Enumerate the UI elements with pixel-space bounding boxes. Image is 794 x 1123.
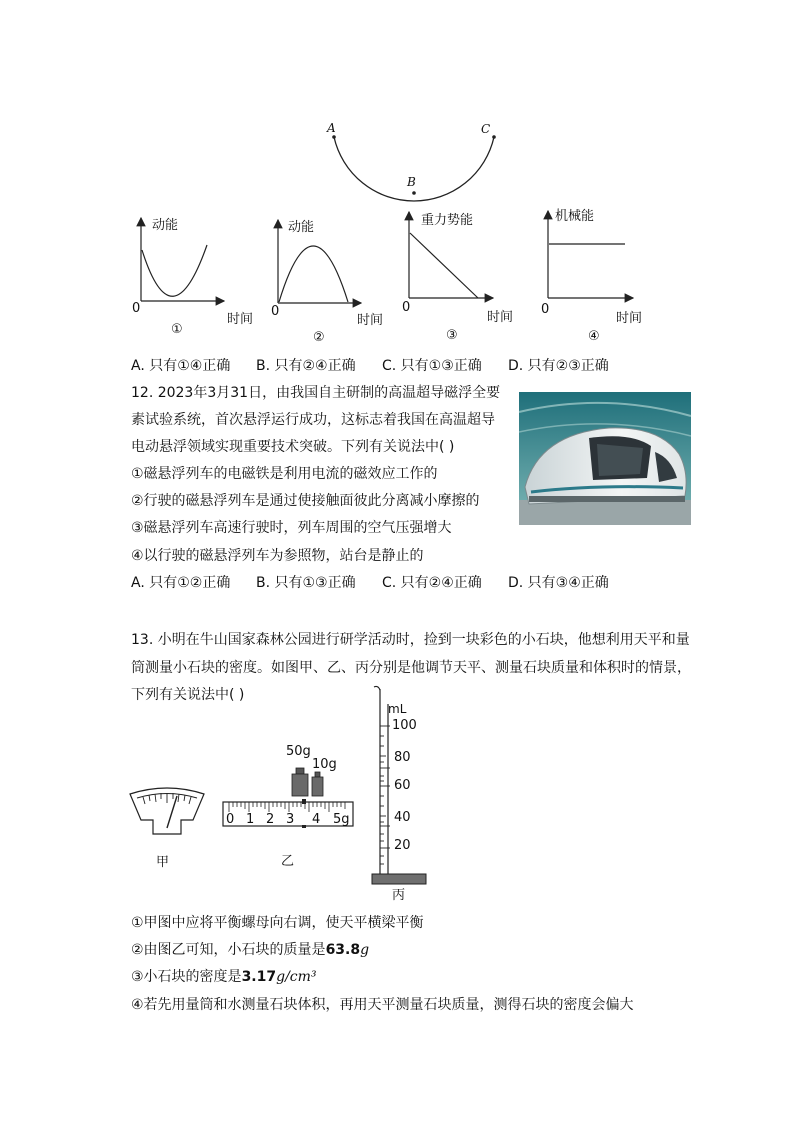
graph-4 [548, 211, 633, 298]
q12-stem-line-1: 12. 2023年3月31日，由我国自主研制的高温超导磁浮全要 [131, 385, 501, 401]
q12-statement-3: ③磁悬浮列车高速行驶时，列车周围的空气压强增大 [131, 520, 452, 536]
graph-1-origin: 0 [132, 301, 141, 316]
scale-tick-5g: 5g [333, 812, 350, 827]
cylinder-tick-40: 40 [394, 810, 411, 825]
q13-statement-4: ④若先用量筒和水测量石块体积，再用天平测量石块质量，测得石块的密度会偏大 [131, 997, 634, 1013]
scale-tick-4: 4 [312, 812, 321, 827]
q11-option-b[interactable]: B. 只有②④正确 [256, 358, 356, 374]
graph-2-origin: 0 [271, 304, 280, 319]
cylinder-tick-20: 20 [394, 838, 411, 853]
scale-tick-3: 3 [286, 812, 295, 827]
maglev-train-photo [519, 392, 691, 525]
graph-4-number: ④ [588, 329, 600, 344]
label-bing: 丙 [392, 888, 406, 903]
graph-2-curve [279, 246, 348, 302]
weight-50g-label: 50g [286, 744, 311, 759]
q12-option-d[interactable]: D. 只有③④正确 [508, 575, 609, 591]
graph-4-ylabel: 机械能 [555, 209, 595, 224]
cylinder-tick-100: 100 [392, 718, 417, 733]
cylinder-tick-60: 60 [394, 778, 411, 793]
q13-statement-2-text: ②由图乙可知，小石块的质量是 [131, 942, 326, 958]
graph-2-ylabel: 动能 [288, 220, 315, 235]
scale-tick-2: 2 [266, 812, 275, 827]
graph-3-line [410, 233, 478, 298]
cylinder-unit: mL [388, 702, 407, 716]
q13-statement-3 [131, 967, 317, 987]
scale-rider [302, 799, 306, 804]
label-jia: 甲 [156, 855, 170, 870]
q12-option-b[interactable]: B. 只有①③正确 [256, 575, 356, 591]
q12-stem-line-2: 素试验系统，首次悬浮运行成功，这标志着我国在高温超导 [131, 412, 495, 428]
point-a-label: A [327, 121, 336, 135]
q11-option-c[interactable]: C. 只有①③正确 [382, 358, 482, 374]
q13-stem-line-1: 13. 小明在牛山国家森林公园进行研学活动时，捡到一块彩色的小石块，他想利用天平和量 [131, 632, 690, 648]
graph-3-origin: 0 [402, 300, 411, 315]
q13-statement-3-unit: g/cm³ [276, 969, 317, 985]
q12-statement-4: ④以行驶的磁悬浮列车为参照物，站台是静止的 [131, 548, 424, 564]
graph-1-ylabel: 动能 [152, 218, 179, 233]
graph-2-xlabel: 时间 [357, 313, 384, 328]
scale-tick-1: 1 [246, 812, 255, 827]
graph-1-xlabel: 时间 [227, 312, 254, 327]
q13-statement-3-value: 3.17 [241, 969, 277, 985]
graph-3-number: ③ [446, 328, 458, 343]
graph-3-xlabel: 时间 [487, 310, 514, 325]
q12-option-a[interactable]: A. 只有①②正确 [131, 575, 231, 591]
graph-1-curve [142, 245, 207, 296]
label-yi: 乙 [281, 854, 295, 869]
q11-option-a[interactable]: A. 只有①④正确 [131, 358, 231, 374]
graph-2-number: ② [313, 330, 325, 345]
q13-statement-2 [131, 940, 369, 960]
q13-statement-2-unit: g [360, 942, 370, 958]
q13-stem-line-2: 筒测量小石块的密度。如图甲、乙、丙分别是他调节天平、测量石块质量和体积时的情景， [131, 660, 691, 676]
graph-4-xlabel: 时间 [616, 311, 643, 326]
graph-1-number: ① [171, 322, 183, 337]
point-c-label: C [481, 122, 491, 136]
q13-statement-2-value: 63.8 [325, 942, 361, 958]
point-b-label: B [407, 175, 416, 189]
graph-3-ylabel: 重力势能 [421, 213, 474, 228]
q12-statement-1: ①磁悬浮列车的电磁铁是利用电流的磁效应工作的 [131, 466, 438, 482]
q11-option-d[interactable]: D. 只有②③正确 [508, 358, 609, 374]
scale-tick-0: 0 [226, 812, 235, 827]
weight-10g-label: 10g [312, 757, 337, 772]
balance-dial-jia [127, 786, 207, 846]
q12-stem-line-3: 电动悬浮领域实现重要技术突破。下列有关说法中( ) [131, 439, 455, 455]
q12-option-c[interactable]: C. 只有②④正确 [382, 575, 482, 591]
q12-statement-2: ②行驶的磁悬浮列车是通过使接触面彼此分离减小摩擦的 [131, 493, 480, 509]
q13-stem-line-3: 下列有关说法中( ) [131, 687, 245, 703]
graph-4-origin: 0 [541, 302, 550, 317]
cylinder-tick-80: 80 [394, 750, 411, 765]
q13-statement-3-text: ③小石块的密度是 [131, 969, 242, 985]
q13-statement-1: ①甲图中应将平衡螺母向右调，使天平横梁平衡 [131, 915, 424, 931]
